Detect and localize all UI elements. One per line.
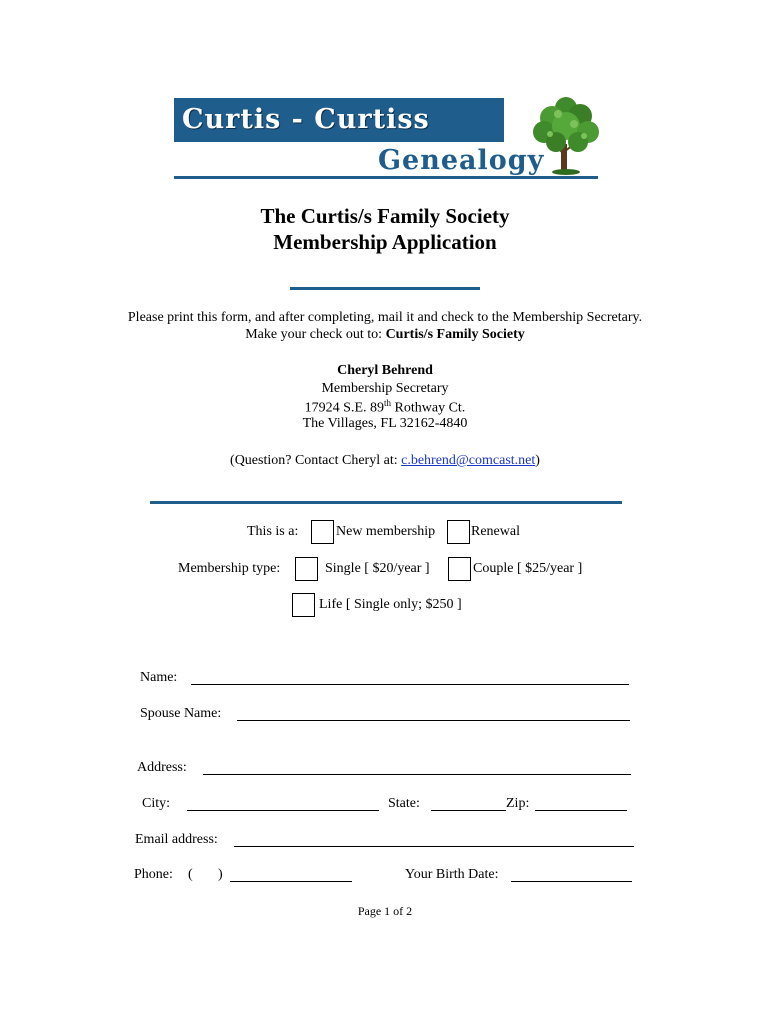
state-field[interactable] — [431, 810, 506, 811]
renewal-checkbox[interactable] — [447, 520, 470, 544]
phone-field[interactable] — [230, 881, 352, 882]
phone-area-open: ( — [188, 867, 193, 882]
email-field[interactable] — [234, 846, 634, 847]
phone-label: Phone: — [134, 867, 173, 882]
zip-label: Zip: — [506, 796, 530, 811]
secretary-city: The Villages, FL 32162-4840 — [302, 416, 468, 431]
state-label: State: — [388, 796, 420, 811]
spouse-name-field[interactable] — [237, 720, 630, 721]
birth-date-field[interactable] — [511, 881, 632, 882]
name-label: Name: — [140, 670, 178, 685]
name-field[interactable] — [191, 684, 629, 685]
life-checkbox[interactable] — [292, 593, 315, 617]
new-membership-label: New membership — [336, 524, 436, 539]
page-number: Page 1 of 2 — [357, 904, 413, 918]
section-rule — [150, 501, 622, 504]
couple-label: Couple [ $25/year ] — [473, 561, 583, 576]
single-checkbox[interactable] — [295, 557, 318, 581]
payee-name: Curtis/s Family Society — [385, 327, 525, 342]
single-label: Single [ $20/year ] — [325, 561, 430, 576]
phone-area-close: ) — [218, 867, 223, 882]
address-field[interactable] — [203, 774, 631, 775]
renewal-label: Renewal — [471, 524, 520, 539]
couple-checkbox[interactable] — [448, 557, 471, 581]
spouse-name-label: Spouse Name: — [140, 706, 222, 721]
document-subtitle: Membership Application — [273, 230, 497, 254]
this-is-label: This is a: — [247, 524, 299, 539]
payee-instructions — [0, 327, 770, 343]
document-title: The Curtis/s Family Society — [260, 204, 510, 228]
banner-divider — [174, 141, 504, 142]
contact-line — [0, 453, 770, 469]
address-label: Address: — [137, 760, 187, 775]
contact-suffix: ) — [535, 453, 540, 468]
instructions: Please print this form, and after completing, mail it and check to the Membership Secretary. — [127, 310, 643, 325]
city-field[interactable] — [187, 810, 379, 811]
title-rule — [290, 287, 480, 290]
secretary-name: Cheryl Behrend — [337, 363, 433, 378]
life-label: Life [ Single only; $250 ] — [319, 597, 462, 612]
secretary-street — [0, 398, 770, 417]
zip-field[interactable] — [535, 810, 627, 811]
street-number: 17924 S.E. 89 — [304, 400, 385, 416]
secretary-title: Membership Secretary — [321, 381, 449, 396]
birth-date-label: Your Birth Date: — [405, 867, 499, 882]
banner-subtitle: Genealogy — [378, 145, 545, 176]
tree-icon — [528, 94, 604, 178]
contact-prefix: (Question? Contact Cheryl at: — [230, 453, 402, 468]
new-membership-checkbox[interactable] — [311, 520, 334, 544]
membership-type-label: Membership type: — [178, 561, 281, 576]
contact-email-link[interactable]: c.behrend@comcast.net — [401, 453, 536, 468]
banner-title: Curtis - Curtiss — [182, 104, 430, 135]
street-ordinal: th — [384, 398, 392, 408]
payee-prefix: Make your check out to: — [245, 327, 386, 342]
city-label: City: — [142, 796, 171, 811]
street-name: Rothway Ct. — [391, 400, 466, 416]
email-label: Email address: — [135, 832, 218, 847]
